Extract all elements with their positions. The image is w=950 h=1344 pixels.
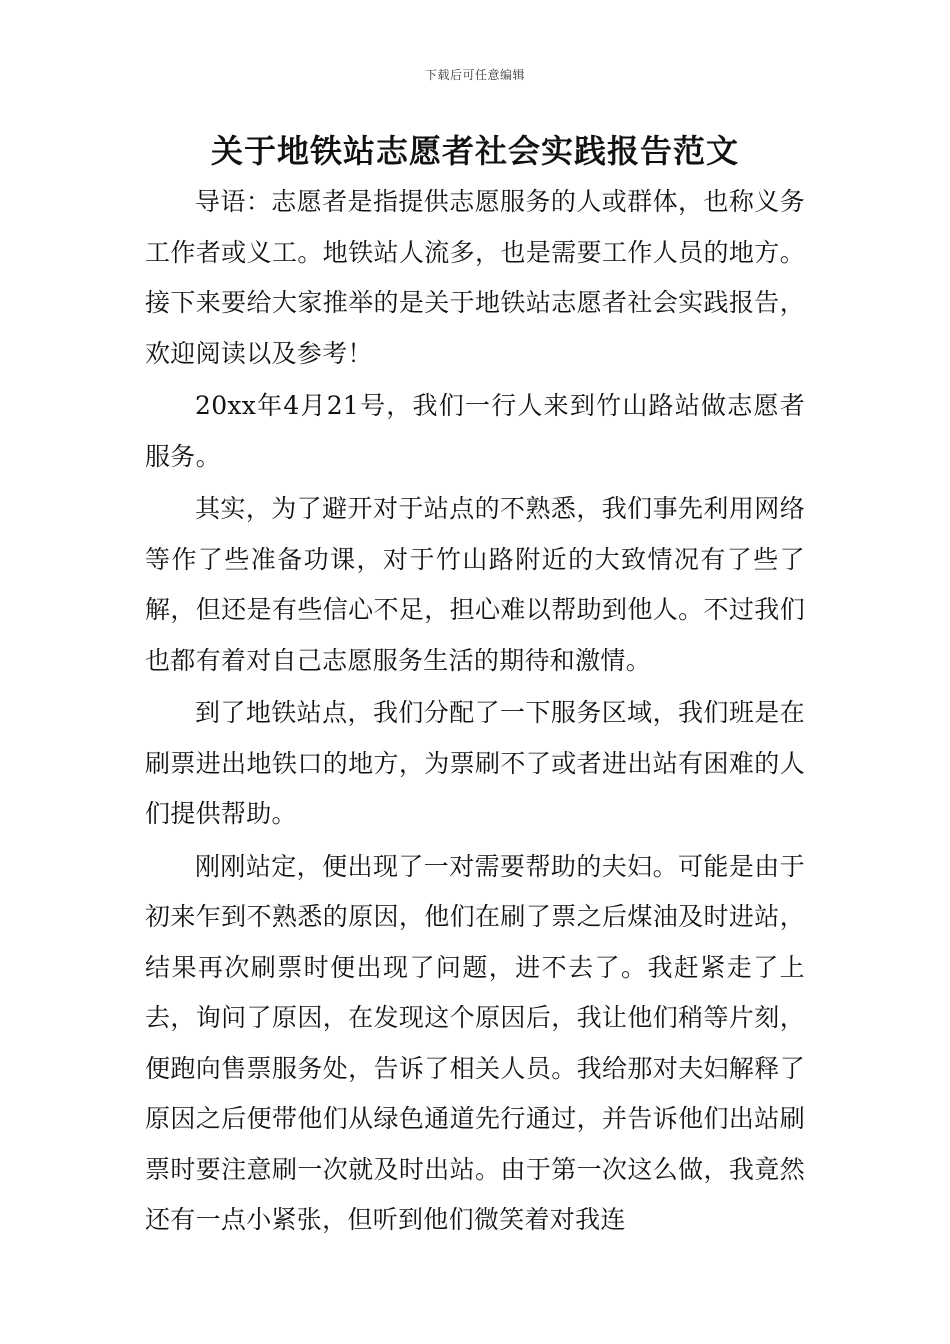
document-title: 关于地铁站志愿者社会实践报告范文 xyxy=(210,132,739,170)
document-body xyxy=(145,177,805,1248)
paragraph-arrival: 到了地铁站点，我们分配了一下服务区域，我们班是在刷票进出地铁口的地方，为票刷不了或者进出站有困难的人们提供帮助。 xyxy=(145,698,805,828)
paragraph-intro: 导语：志愿者是指提供志愿服务的人或群体，也称义务工作者或义工。地铁站人流多，也是需要工作人员的地方。接下来要给大家推举的是关于地铁站志愿者社会实践报告，欢迎阅读以及参考！ xyxy=(145,187,805,368)
header-note: 下载后可任意编辑 xyxy=(424,68,525,82)
paragraph-helping-couple: 刚刚站定，便出现了一对需要帮助的夫妇。可能是由于初来乍到不熟悉的原因，他们在刷了票之后煤油及时进站，结果再次刷票时便出现了问题，进不去了。我赶紧走了上去，询问了原因，在发现这个原因后，我让他们稍等片刻，便跑向售票服务处，告诉了相关人员。我给那对夫妇解释了原因之后便带他们从绿色通道先行通过，并告诉他们出站刷票时要注意刷一次就及时出站。由于第一次这么做，我竟然还有一点小紧张，但听到他们微笑着对我连 xyxy=(145,851,805,1234)
paragraph-preparation: 其实，为了避开对于站点的不熟悉，我们事先利用网络等作了些准备功课，对于竹山路附近的大致情况有了些了解，但还是有些信心不足，担心难以帮助到他人。不过我们也都有着对自己志愿服务生活的期待和激情。 xyxy=(145,494,805,675)
paragraph-date: 20xx年4月21号，我们一行人来到竹山路站做志愿者服务。 xyxy=(145,391,805,471)
